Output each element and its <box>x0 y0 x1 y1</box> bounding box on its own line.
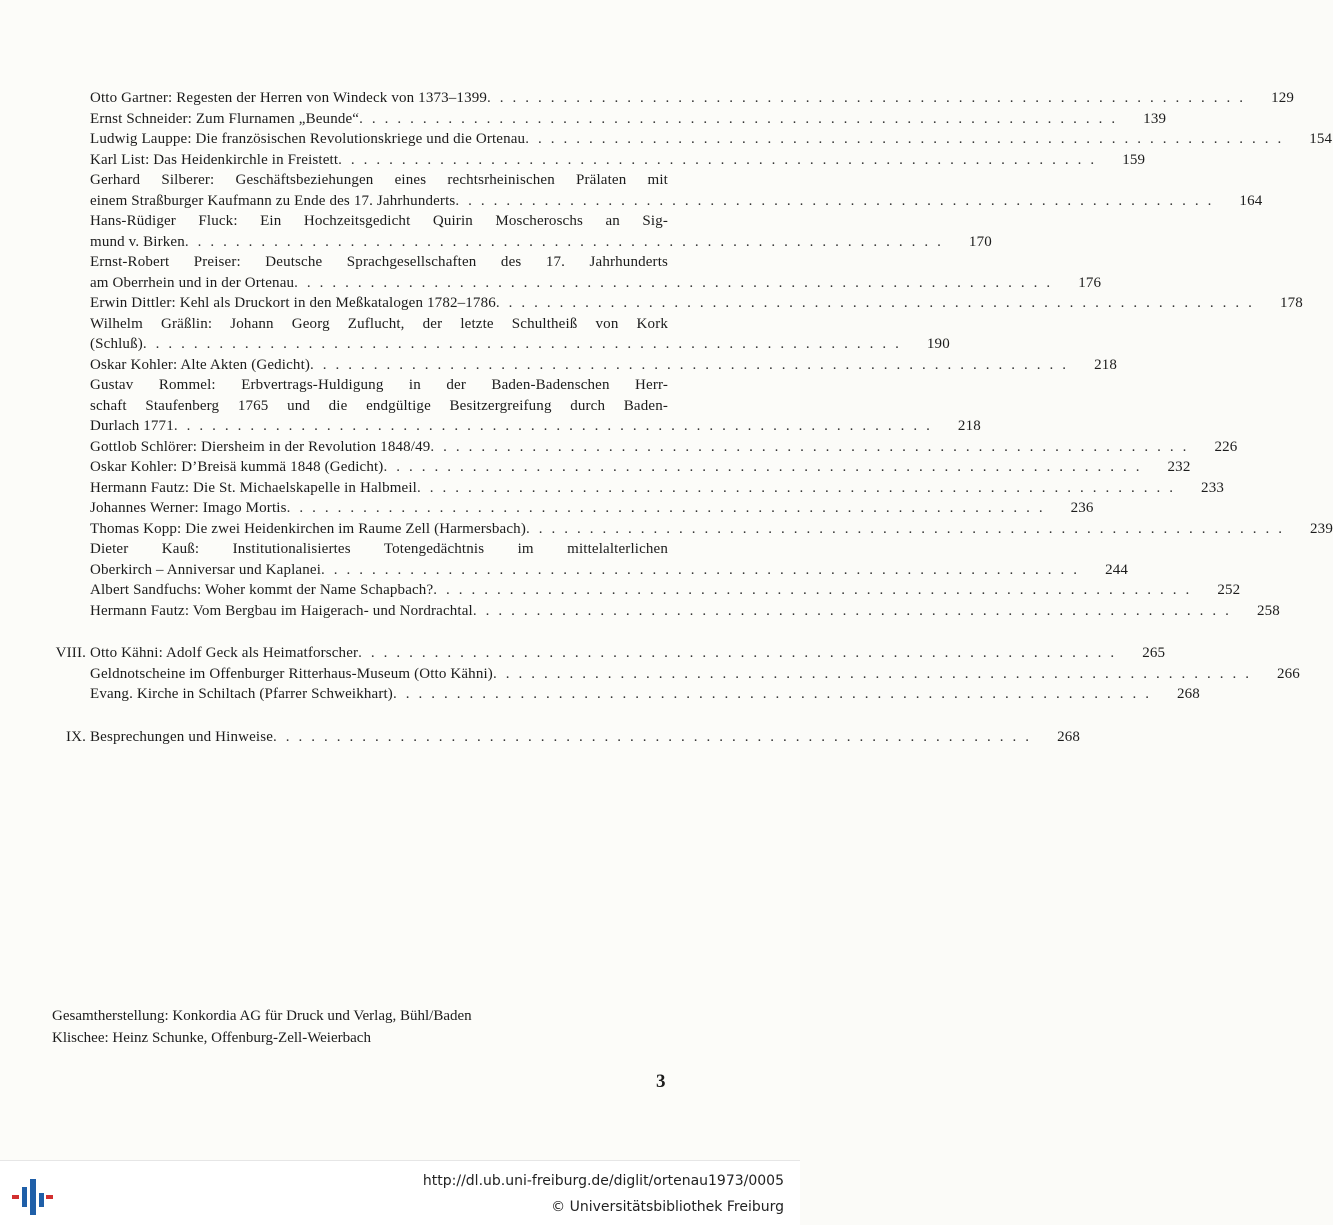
entry-page-number: 265 <box>1142 645 1166 661</box>
dot-leader: ............................................................ <box>321 561 1087 578</box>
dot-leader: ............................................................ <box>495 295 1261 311</box>
dot-leader: ............................................................ <box>358 645 1124 661</box>
dot-leader: ............................................................ <box>455 192 1221 209</box>
entry-page-number: 266 <box>1277 665 1300 682</box>
section-number: IX. <box>65 728 86 745</box>
entry-title-line: Ernst Schneider: Zum Flurnamen „Beunde“ <box>90 110 360 127</box>
entry-title-line: Otto Kähni: Adolf Geck als Heimatforscher <box>90 645 359 661</box>
imprint <box>52 1006 472 1049</box>
entry-title-line: Gerhard Silberer: Geschäftsbeziehungen eines rechtsrheinischen Prälaten mit <box>90 172 668 188</box>
dot-leader: ............................................................ <box>472 602 1238 619</box>
entry-title-line: Ludwig Lauppe: Die französischen Revolutionskriege und die Ortenau <box>90 131 526 147</box>
toc-entry <box>90 252 1102 293</box>
entry-page-number: 236 <box>1070 500 1094 516</box>
toc-entry <box>90 293 1303 314</box>
entry-page-number: 239 <box>1310 520 1333 537</box>
toc-entry <box>90 498 1094 519</box>
entry-title-line: Karl List: Das Heidenkirchle in Freistett <box>90 151 339 168</box>
entry-page-number: 268 <box>1057 728 1081 745</box>
toc-entry <box>90 88 1295 109</box>
entry-title-line: Hermann Fautz: Die St. Michaelskapelle in Halbmeil <box>90 479 417 496</box>
toc-entry <box>90 211 992 252</box>
toc-entry <box>90 437 1238 458</box>
dot-leader: ............................................................ <box>487 90 1253 106</box>
toc-entry <box>90 170 1263 211</box>
dot-leader: ............................................................ <box>142 336 908 352</box>
section-number: VIII. <box>55 645 86 661</box>
dot-leader: ............................................................ <box>359 110 1125 127</box>
ub-freiburg-logo-icon <box>10 1177 54 1217</box>
entry-page-number: 218 <box>957 418 981 434</box>
entry-page-number: 159 <box>1122 151 1146 168</box>
dot-leader: ............................................................ <box>273 728 1039 745</box>
entry-page-number: 226 <box>1214 438 1238 455</box>
entry-page-number: 233 <box>1201 479 1224 496</box>
entry-title-line: Evang. Kirche in Schiltach (Pfarrer Schweikhart) <box>90 686 393 702</box>
entry-page-number: 258 <box>1256 602 1280 619</box>
entry-title-line: mund v. Birken <box>90 233 185 250</box>
entry-page-number: 252 <box>1217 582 1241 598</box>
viewer-footer <box>0 1160 800 1225</box>
entry-title-line: Oberkirch – Anniversar und Kaplanei <box>90 561 322 578</box>
toc-entry <box>90 457 1191 478</box>
dot-leader: ............................................................ <box>286 500 1052 516</box>
dot-leader: ............................................................ <box>338 151 1104 168</box>
entry-page-number: 178 <box>1279 295 1303 311</box>
copyright-notice: © Universitätsbibliothek Freiburg <box>551 1199 784 1215</box>
entry-title-line: Ernst-Robert Preiser: Deutsche Sprachgesellschaften des 17. Jahrhunderts <box>90 254 668 270</box>
dot-leader: ............................................................ <box>525 520 1291 537</box>
entry-title-line: Besprechungen und Hinweise <box>90 728 274 745</box>
toc-entry <box>90 355 1118 376</box>
entry-title-line: Albert Sandfuchs: Woher kommt der Name Schapbach? <box>90 582 434 598</box>
entry-title-line: Hans-Rüdiger Fluck: Ein Hochzeitsgedicht Quirin Moscheroschs an Sig- <box>90 213 668 229</box>
entry-page-number: 268 <box>1176 686 1200 702</box>
toc-entry <box>90 375 981 437</box>
entry-title-line: Hermann Fautz: Vom Bergbau im Haigerach- und Nordrachtal <box>90 602 473 619</box>
dot-leader: ............................................................ <box>433 582 1199 598</box>
entry-title-line: Gottlob Schlörer: Diersheim in der Revolution 1848/49 <box>90 438 431 455</box>
toc-entry <box>90 539 1129 580</box>
entry-title-line: Oskar Kohler: Alte Akten (Gedicht) <box>90 356 311 373</box>
toc-entry <box>90 519 1333 540</box>
toc-entry <box>90 129 1333 150</box>
dot-leader: ............................................................ <box>173 418 939 434</box>
entry-title-line: (Schluß) <box>90 336 143 352</box>
entry-title-line: einem Straßburger Kaufmann zu Ende des 17. Jahrhunderts <box>90 192 456 209</box>
entry-title-line: Geldnotscheine im Offenburger Ritterhaus-Museum (Otto Kähni) <box>90 665 493 682</box>
entry-page-number: 154 <box>1309 131 1333 147</box>
entry-page-number: 218 <box>1094 356 1118 373</box>
entry-title-line: Durlach 1771 <box>90 418 174 434</box>
toc-entry <box>90 601 1280 622</box>
entry-page-number: 170 <box>968 233 992 250</box>
toc-entry <box>90 664 1300 685</box>
dot-leader: ............................................................ <box>525 131 1291 147</box>
entry-page-number: 244 <box>1105 561 1129 578</box>
toc-entry <box>90 684 1200 705</box>
dot-leader: ............................................................ <box>184 233 950 250</box>
entry-page-number: 164 <box>1239 192 1263 209</box>
dot-leader: ............................................................ <box>492 665 1258 682</box>
entry-title-line: Erwin Dittler: Kehl als Druckort in den Meßkatalogen 1782–1786 <box>90 295 496 311</box>
entry-title-line: Otto Gartner: Regesten der Herren von Windeck von 1373–1399 <box>90 90 488 106</box>
dot-leader: ............................................................ <box>392 686 1158 702</box>
entry-title-line: am Oberrhein und in der Ortenau <box>90 274 295 291</box>
dot-leader: ............................................................ <box>417 479 1182 496</box>
entry-page-number: 129 <box>1271 90 1295 106</box>
dot-leader: ............................................................ <box>383 459 1149 475</box>
toc-entry <box>90 150 1146 171</box>
toc-section-viii <box>0 643 1300 705</box>
entry-title-line: Dieter Kauß: Institutionalisiertes Totengedächtnis im mittelalterlichen <box>90 541 668 557</box>
permalink-url[interactable]: http://dl.ub.uni-freiburg.de/diglit/ortenau1973/0005 <box>422 1173 784 1189</box>
entry-title-line: Gustav Rommel: Erbvertrags-Huldigung in der Baden-Badenschen Herr- <box>90 377 668 393</box>
toc-entry <box>90 314 950 355</box>
entry-title-line: schaft Staufenberg 1765 und die endgültige Besitzergreifung durch Baden- <box>90 397 668 414</box>
entry-title-line: Oskar Kohler: D’Breisä kummä 1848 (Gedicht) <box>90 459 384 475</box>
entry-title-line: Thomas Kopp: Die zwei Heidenkirchen im Raume Zell (Harmersbach) <box>90 520 526 537</box>
entry-page-number: 176 <box>1078 274 1102 291</box>
toc-section-vii <box>0 88 1333 621</box>
dot-leader: ............................................................ <box>294 274 1060 291</box>
entry-page-number: 139 <box>1143 110 1167 127</box>
dot-leader: ............................................................ <box>310 356 1076 373</box>
toc-entry <box>65 727 1081 748</box>
toc-section-ix <box>0 727 1081 748</box>
table-of-contents <box>0 88 1333 747</box>
page-number: 3 <box>656 1071 666 1092</box>
dot-leader: ............................................................ <box>430 438 1196 455</box>
entry-page-number: 232 <box>1167 459 1191 475</box>
entry-title-line: Johannes Werner: Imago Mortis <box>90 500 287 516</box>
imprint-production: Gesamtherstellung: Konkordia AG für Druck und Verlag, Bühl/Baden <box>52 1008 472 1024</box>
entry-title-line: Wilhelm Gräßlin: Johann Georg Zuflucht, der letzte Schultheiß von Kork <box>90 315 668 332</box>
entry-page-number: 190 <box>926 336 950 352</box>
imprint-cliche: Klischee: Heinz Schunke, Offenburg-Zell-Weierbach <box>52 1029 371 1046</box>
toc-entry <box>90 580 1241 601</box>
toc-entry <box>90 109 1167 130</box>
toc-entry <box>90 478 1224 499</box>
toc-entry <box>55 643 1166 664</box>
